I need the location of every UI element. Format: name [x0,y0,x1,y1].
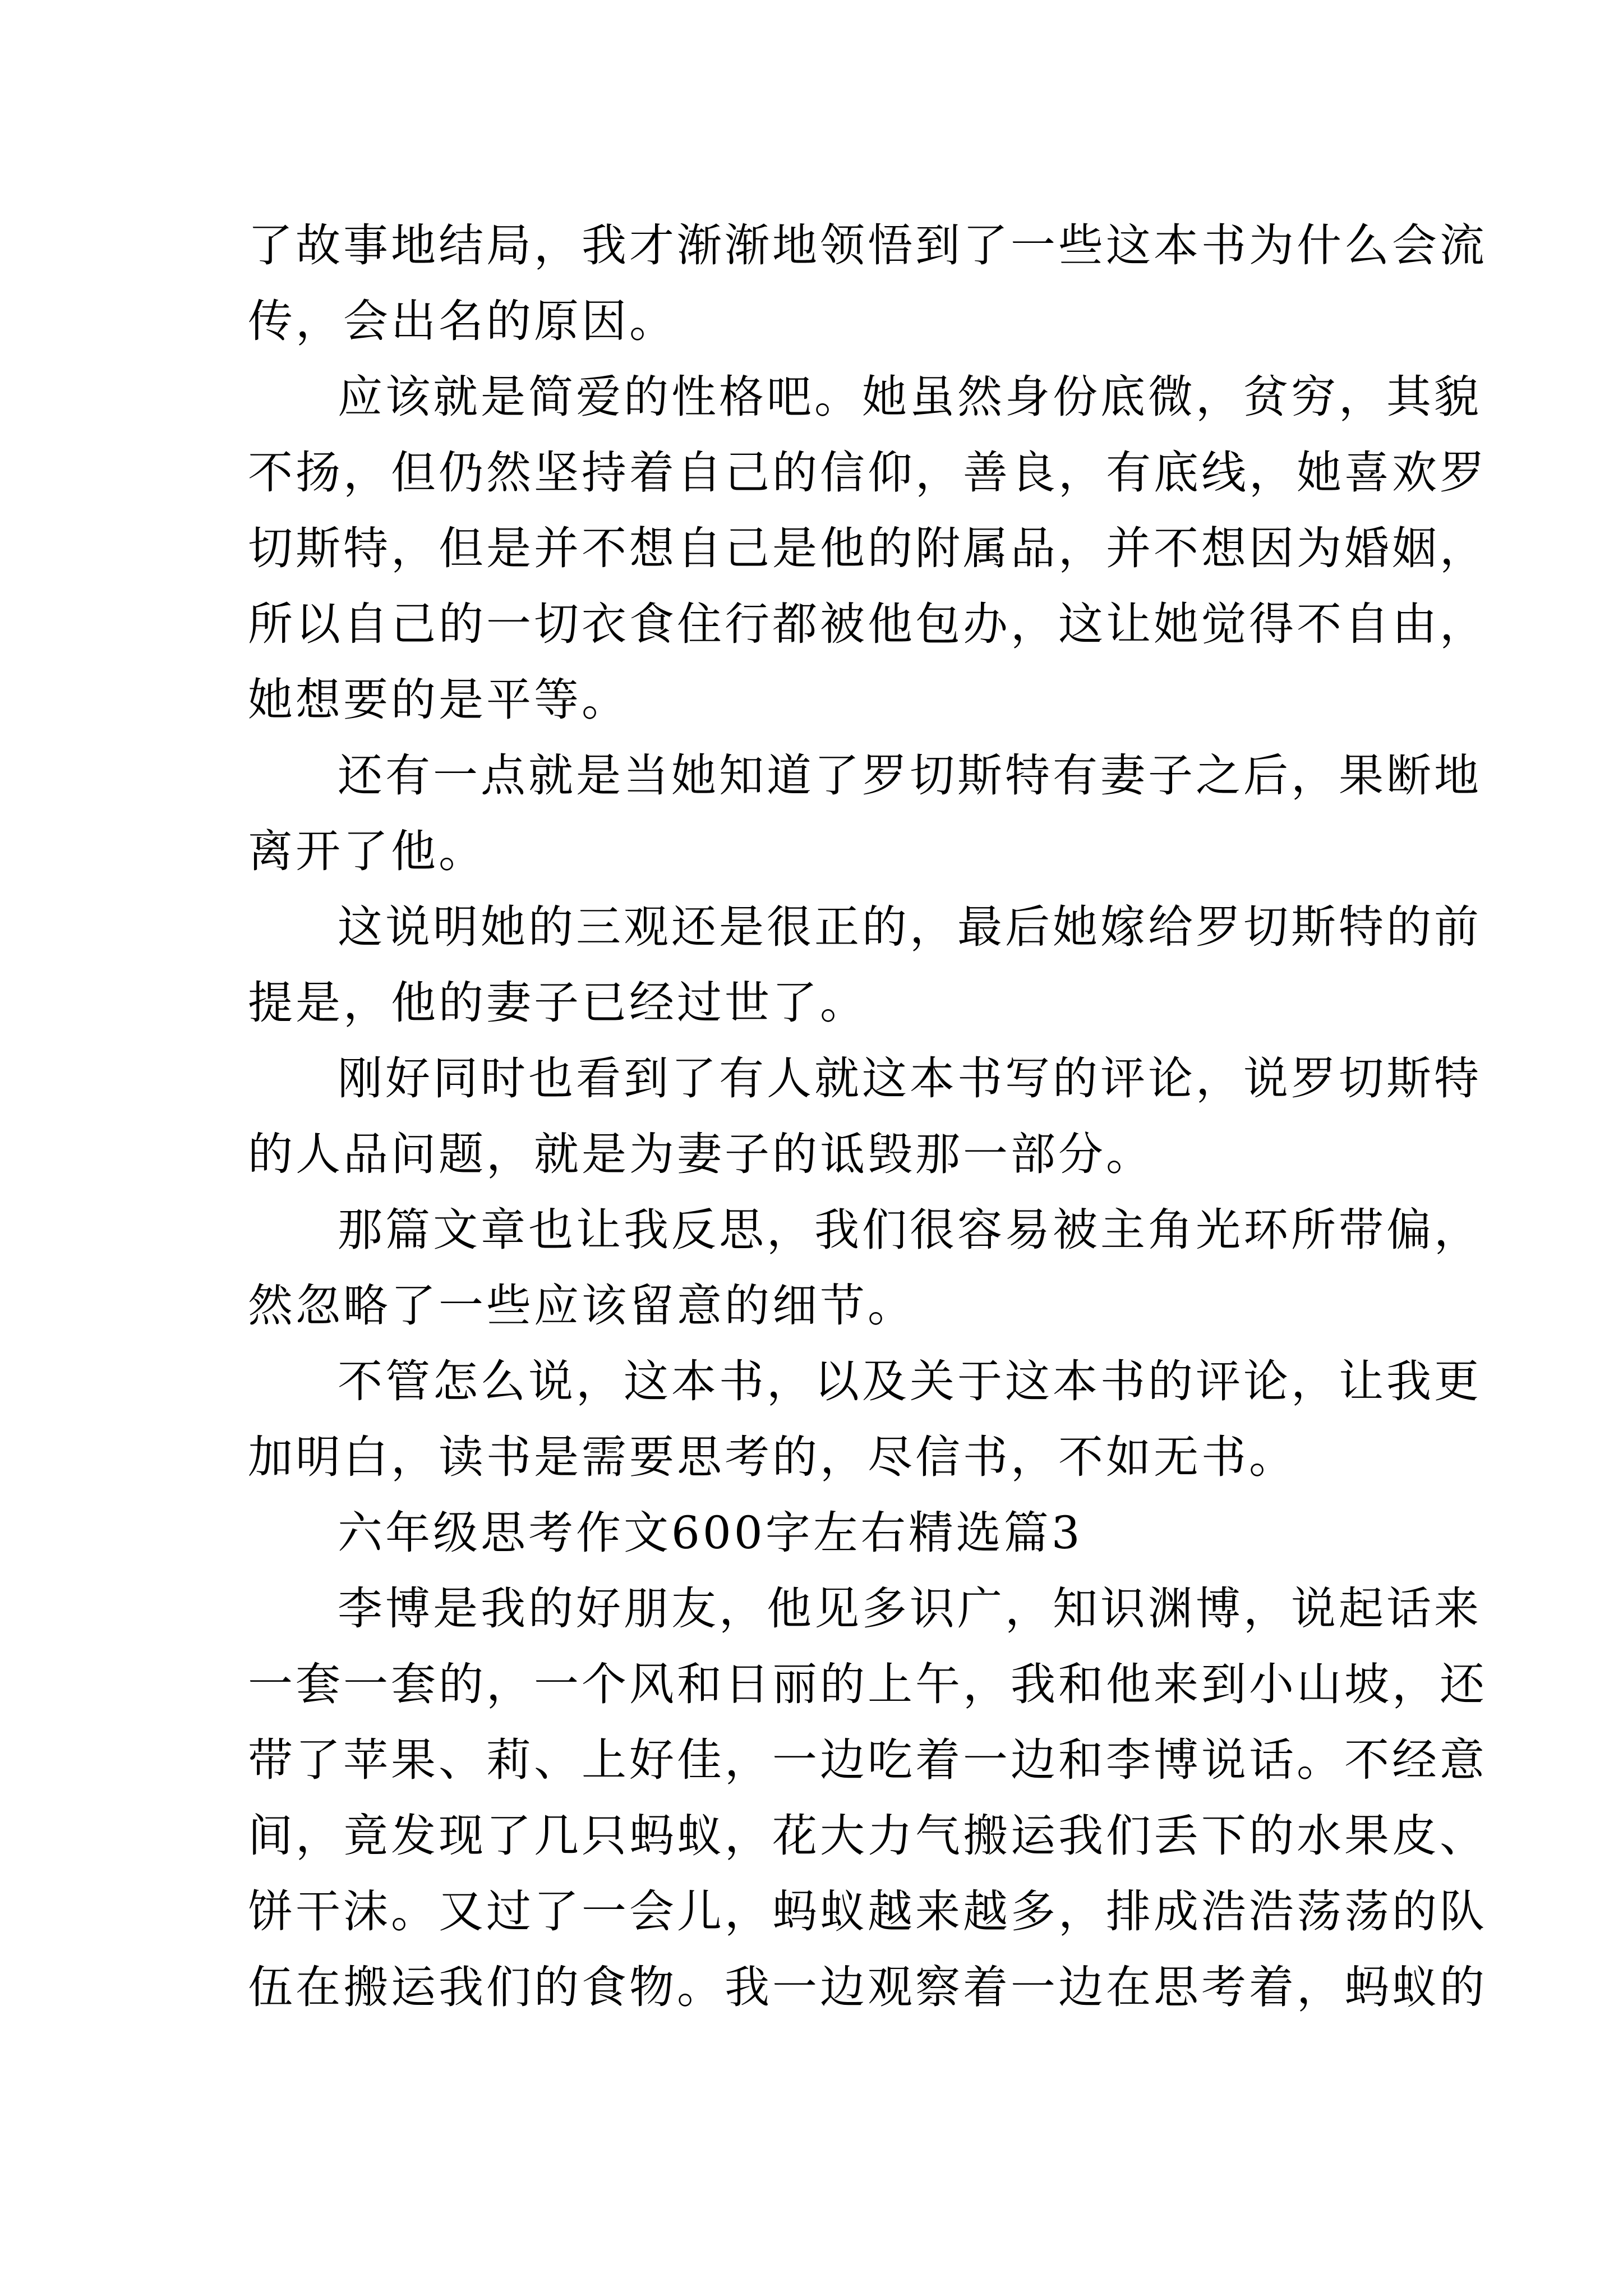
section-heading: 六年级思考作文600字左右精选篇3 [338,1507,1083,1559]
text-line: 加明白，读书是需要思考的，尽信书，不如无书。 [248,1431,1297,1483]
text-line: 应该就是简爱的性格吧。她虽然身份底微，贫穷，其貌 [338,371,1482,423]
text-line: 伍在搬运我们的食物。我一边观察着一边在思考着，蚂蚁的 [248,1961,1487,2013]
text-line: 提是，他的妻子已经过世了。 [248,977,868,1029]
text-line: 还有一点就是当她知道了罗切斯特有妻子之后，果断地 [338,749,1482,802]
text-line: 刚好同时也看到了有人就这本书写的评论，说罗切斯特 [338,1052,1482,1105]
text-line: 她想要的是平等。 [248,674,629,726]
text-line: 间，竟发现了几只蚂蚁，花大力气搬运我们丢下的水果皮、 [248,1810,1487,1862]
text-line: 不管怎么说，这本书，以及关于这本书的评论，让我更 [338,1355,1482,1407]
text-line: 那篇文章也让我反思，我们很容易被主角光环所带偏， [338,1204,1482,1256]
text-line: 一套一套的，一个风和日丽的上午，我和他来到小山坡，还 [248,1658,1487,1710]
text-line: 切斯特，但是并不想自己是他的附属品，并不想因为婚姻， [248,522,1487,574]
text-line: 饼干沫。又过了一会儿，蚂蚁越来越多，排成浩浩荡荡的队 [248,1885,1487,1938]
text-line: 不扬，但仍然坚持着自己的信仰，善良，有底线，她喜欢罗 [248,447,1487,499]
document-body [248,208,1487,2025]
text-line: 所以自己的一切衣食住行都被他包办，这让她觉得不自由， [248,598,1487,650]
text-line: 的人品问题，就是为妻子的诋毁那一部分。 [248,1128,1154,1180]
text-line: 传，会出名的原因。 [248,295,677,347]
text-line: 这说明她的三观还是很正的，最后她嫁给罗切斯特的前 [338,901,1482,953]
text-line: 离开了他。 [248,825,486,877]
text-line: 了故事地结局，我才渐渐地领悟到了一些这本书为什么会流 [248,219,1487,272]
text-line: 然忽略了一些应该留意的细节。 [248,1280,915,1332]
text-line: 李博是我的好朋友，他见多识广，知识渊博，说起话来 [338,1582,1482,1635]
text-line: 带了苹果、莉、上好佳，一边吃着一边和李博说话。不经意 [248,1734,1487,1786]
